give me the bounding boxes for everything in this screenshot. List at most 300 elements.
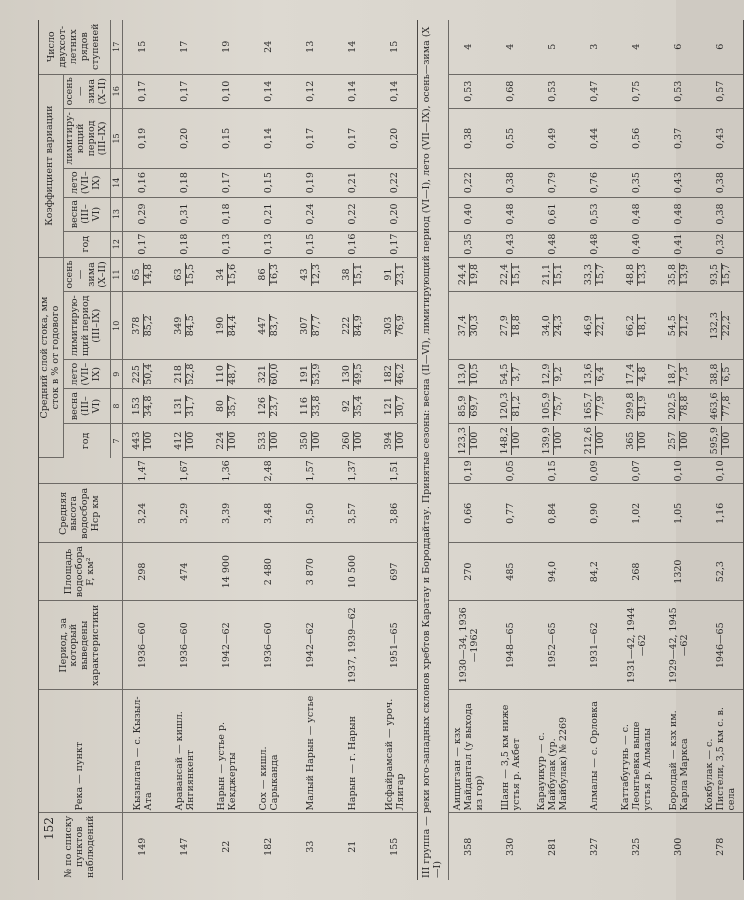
variation-coefficient: 0,16 bbox=[333, 231, 375, 257]
fraction-value: 190 bbox=[216, 314, 228, 337]
fraction-value: 18,7 bbox=[667, 363, 679, 385]
fraction bbox=[342, 314, 365, 337]
fraction-cell bbox=[617, 424, 659, 458]
fraction-percent: 81,2 bbox=[511, 395, 523, 417]
fraction-cell bbox=[659, 257, 701, 292]
river-name: Аравансай — кишл. Янгиянкент bbox=[165, 690, 207, 813]
fraction bbox=[342, 395, 365, 418]
variation-coefficient: 0,48 bbox=[533, 231, 575, 257]
fraction-percent: 18,1 bbox=[637, 315, 649, 337]
river-name: Нарын — г. Нарын bbox=[333, 690, 375, 813]
fraction-percent: 48,7 bbox=[227, 363, 239, 385]
catchment-area: 1320 bbox=[659, 543, 701, 601]
column-number: 14 bbox=[110, 168, 122, 197]
table-row bbox=[448, 20, 491, 880]
header-area: Площадь водосбора F, км² bbox=[39, 543, 123, 601]
header-v-year: год bbox=[63, 231, 110, 257]
fraction-value: 132,3 bbox=[709, 312, 721, 340]
fraction-value: 17,4 bbox=[625, 363, 637, 385]
fraction-value: 443 bbox=[131, 431, 143, 450]
variation-coefficient: 0,22 bbox=[333, 197, 375, 231]
variation-coefficient: 0,48 bbox=[659, 197, 701, 231]
table-row bbox=[617, 20, 659, 880]
fraction-cell bbox=[291, 292, 333, 360]
variation-coefficient: 0,40 bbox=[617, 231, 659, 257]
variation-coefficient: 0,17 bbox=[207, 168, 249, 197]
river-name: Исфайрамсай — уроч. Ляигар bbox=[375, 690, 418, 813]
fraction-percent: 100 bbox=[595, 431, 607, 450]
fraction bbox=[710, 426, 733, 455]
variation-coefficient: 0,53 bbox=[448, 74, 491, 109]
fraction-value: 110 bbox=[216, 363, 228, 386]
fraction bbox=[500, 263, 523, 286]
fraction bbox=[384, 314, 407, 337]
fraction-percent: 50,4 bbox=[143, 363, 155, 385]
fraction-percent: 60,0 bbox=[269, 363, 281, 385]
runoff-table bbox=[38, 20, 744, 880]
mean-height: 3,48 bbox=[249, 484, 291, 543]
variation-coefficient: 0,53 bbox=[533, 74, 575, 109]
fraction-value: 463,6 bbox=[709, 392, 721, 420]
fraction-cell bbox=[491, 257, 533, 292]
fraction-cell bbox=[533, 257, 575, 292]
fraction bbox=[300, 263, 323, 286]
fraction-value: 121 bbox=[384, 395, 396, 418]
fraction bbox=[174, 395, 197, 418]
fraction-percent: 10,5 bbox=[469, 363, 481, 385]
mean-height: 0,66 bbox=[448, 484, 491, 543]
catchment-area: 270 bbox=[448, 543, 491, 601]
river-name: Аищигзан — кзх Майдантал (у выхода из гор) bbox=[448, 690, 491, 813]
table-row bbox=[659, 20, 701, 880]
fraction-percent: 23,1 bbox=[395, 263, 407, 286]
fraction-value: 123,3 bbox=[457, 427, 469, 455]
river-name: Шаян — 3,5 км ниже устья р. Акбет bbox=[491, 690, 533, 813]
mean-height: 3,50 bbox=[291, 484, 333, 543]
mean-height: 1,16 bbox=[701, 484, 744, 543]
fraction-percent: 53,9 bbox=[311, 363, 323, 385]
river-name: Кызылата — с. Кызыл-Ата bbox=[122, 690, 165, 813]
fraction-percent: 15,1 bbox=[353, 263, 365, 286]
station-number: 281 bbox=[547, 837, 559, 856]
station-number: 182 bbox=[263, 837, 275, 856]
fraction-cell bbox=[333, 424, 375, 458]
fraction-cell bbox=[701, 292, 744, 360]
fraction-percent: 100 bbox=[469, 431, 481, 450]
fraction-value: 86 bbox=[258, 263, 270, 286]
column-6-value: 0,09 bbox=[575, 458, 617, 484]
fraction bbox=[710, 263, 733, 286]
group-heading: III группа — реки юго-западных склонов хребтов Каратау и Бороддайтау. Принятые сезоны: весна (II—VI), лимитирующий период (VI—I), лето (VII—IX), осень—зима (X—I) bbox=[417, 20, 448, 880]
fraction-percent: 15,7 bbox=[721, 263, 733, 286]
fraction-cell bbox=[533, 424, 575, 458]
fraction-cell bbox=[659, 360, 701, 389]
fraction bbox=[458, 426, 481, 455]
fraction-value: 153 bbox=[132, 395, 144, 418]
fraction bbox=[384, 395, 407, 418]
fraction-value: 13,0 bbox=[457, 363, 469, 385]
fraction bbox=[668, 263, 691, 286]
fraction-value: 350 bbox=[299, 431, 311, 450]
fraction-percent: 13,3 bbox=[637, 263, 649, 286]
fraction-percent: 100 bbox=[721, 431, 733, 450]
fraction-value: 12,9 bbox=[541, 363, 553, 385]
period: 1951—65 bbox=[375, 601, 418, 690]
fraction-cell bbox=[333, 360, 375, 389]
fraction-percent: 78,8 bbox=[679, 395, 691, 417]
mean-height: 3,39 bbox=[207, 484, 249, 543]
variation-coefficient: 0,37 bbox=[659, 109, 701, 169]
table-row bbox=[207, 20, 249, 880]
fraction-percent: 13,9 bbox=[679, 263, 691, 286]
fraction bbox=[668, 431, 691, 451]
station-number: 358 bbox=[463, 837, 475, 856]
variation-coefficient: 0,14 bbox=[333, 74, 375, 109]
variation-coefficient: 0,61 bbox=[533, 197, 575, 231]
fraction-percent: 100 bbox=[637, 431, 649, 450]
header-river: Река — пункт bbox=[39, 690, 123, 813]
fraction-value: 37,4 bbox=[457, 315, 469, 337]
fraction-value: 54,5 bbox=[667, 315, 679, 337]
fraction-percent: 31,7 bbox=[185, 395, 197, 417]
catchment-area: 84,2 bbox=[575, 543, 617, 601]
variation-coefficient: 0,75 bbox=[617, 74, 659, 109]
fraction-percent: 100 bbox=[353, 431, 365, 450]
fraction-value: 307 bbox=[300, 314, 312, 337]
fraction-percent: 100 bbox=[185, 431, 197, 450]
column-6-value: 0,10 bbox=[701, 458, 744, 484]
variation-coefficient: 0,20 bbox=[375, 197, 418, 231]
catchment-area: 474 bbox=[165, 543, 207, 601]
variation-coefficient: 0,14 bbox=[375, 74, 418, 109]
fraction bbox=[300, 395, 323, 418]
fraction-percent: 4,8 bbox=[637, 366, 649, 382]
table-row bbox=[375, 20, 418, 880]
period: 1936—60 bbox=[122, 601, 165, 690]
header-col6 bbox=[39, 458, 123, 484]
variation-coefficient: 0,21 bbox=[249, 197, 291, 231]
fraction-percent: 46,2 bbox=[395, 363, 407, 385]
fraction-percent: 52,8 bbox=[185, 363, 197, 385]
period: 1948—65 bbox=[491, 601, 533, 690]
variation-coefficient: 0,20 bbox=[165, 109, 207, 169]
column-number: 10 bbox=[110, 292, 122, 360]
variation-coefficient: 0,10 bbox=[207, 74, 249, 109]
catchment-area: 485 bbox=[491, 543, 533, 601]
fraction-cell bbox=[491, 292, 533, 360]
header-v-spring: весна (III–VI) bbox=[63, 197, 110, 231]
years-count: 4 bbox=[448, 20, 491, 74]
fraction bbox=[626, 392, 649, 421]
fraction-value: 131 bbox=[174, 395, 186, 418]
header-v-summer: лето (VII–IX) bbox=[63, 168, 110, 197]
column-number: 15 bbox=[110, 109, 122, 169]
table-body bbox=[122, 20, 743, 880]
fraction bbox=[542, 392, 565, 421]
fraction bbox=[584, 363, 607, 386]
fraction-cell bbox=[575, 257, 617, 292]
header-flow-group bbox=[39, 257, 64, 458]
fraction-cell bbox=[533, 389, 575, 424]
years-count: 5 bbox=[533, 20, 575, 74]
fraction-value: 66,2 bbox=[625, 315, 637, 337]
fraction-percent: 84,4 bbox=[227, 315, 239, 337]
fraction-cell bbox=[575, 424, 617, 458]
fraction-cell bbox=[122, 257, 165, 292]
years-count: 24 bbox=[249, 20, 291, 74]
fraction-value: 202,5 bbox=[667, 392, 679, 420]
table-row bbox=[122, 20, 165, 880]
fraction-percent: 100 bbox=[143, 431, 155, 450]
variation-coefficient: 0,22 bbox=[448, 168, 491, 197]
variation-coefficient: 0,43 bbox=[491, 231, 533, 257]
fraction-cell bbox=[165, 360, 207, 389]
fraction bbox=[132, 363, 155, 386]
column-6-value: 1,57 bbox=[291, 458, 333, 484]
period: 1936—60 bbox=[249, 601, 291, 690]
variation-coefficient: 0,17 bbox=[333, 109, 375, 169]
fraction-percent: 33,8 bbox=[311, 395, 323, 417]
fraction-percent: 9,2 bbox=[553, 366, 565, 382]
fraction bbox=[132, 263, 155, 286]
header-v-limiting: лимитиру-ющий период (III–IX) bbox=[63, 109, 110, 169]
catchment-area: 14 900 bbox=[207, 543, 249, 601]
column-6-value: 0,19 bbox=[448, 458, 491, 484]
fraction-cell bbox=[617, 360, 659, 389]
fraction bbox=[626, 431, 649, 451]
fraction-cell bbox=[448, 257, 491, 292]
page-number: 152 bbox=[42, 817, 56, 840]
fraction-cell bbox=[491, 389, 533, 424]
mean-height: 0,90 bbox=[575, 484, 617, 543]
river-name: Малый Нарын — устье bbox=[291, 690, 333, 813]
fraction-cell bbox=[249, 389, 291, 424]
fraction-value: 105,9 bbox=[541, 392, 553, 420]
variation-coefficient: 0,38 bbox=[701, 197, 744, 231]
fraction-percent: 15,6 bbox=[227, 263, 239, 286]
fraction-value: 365 bbox=[625, 431, 637, 450]
mean-height: 3,24 bbox=[122, 484, 165, 543]
column-number: 17 bbox=[110, 20, 122, 74]
table-row bbox=[249, 20, 291, 880]
years-count: 13 bbox=[291, 20, 333, 74]
fraction-percent: 87,7 bbox=[311, 315, 323, 337]
fraction-percent: 77,8 bbox=[721, 395, 733, 417]
fraction-value: 27,9 bbox=[499, 315, 511, 337]
variation-coefficient: 0,13 bbox=[249, 231, 291, 257]
catchment-area: 3 870 bbox=[291, 543, 333, 601]
variation-coefficient: 0,35 bbox=[617, 168, 659, 197]
fraction-cell bbox=[291, 257, 333, 292]
table-row bbox=[491, 20, 533, 880]
fraction bbox=[342, 263, 365, 286]
station-number: 327 bbox=[589, 837, 601, 856]
fraction-cell bbox=[659, 424, 701, 458]
header-years-count: Число двухсот-летних рядов ступеней bbox=[39, 20, 111, 74]
fraction-cell bbox=[491, 424, 533, 458]
fraction-percent: 15,7 bbox=[595, 263, 607, 286]
catchment-area: 10 500 bbox=[333, 543, 375, 601]
fraction-value: 595,9 bbox=[709, 427, 721, 455]
fraction-cell bbox=[375, 292, 418, 360]
period: 1930—34, 1936—1962 bbox=[448, 601, 491, 690]
catchment-area: 268 bbox=[617, 543, 659, 601]
fraction bbox=[258, 431, 281, 451]
period: 1952—65 bbox=[533, 601, 575, 690]
fraction bbox=[626, 314, 649, 337]
fraction-value: 533 bbox=[257, 431, 269, 450]
column-number: 13 bbox=[110, 197, 122, 231]
fraction-cell bbox=[207, 424, 249, 458]
fraction bbox=[300, 431, 323, 451]
header-year: год bbox=[63, 424, 110, 458]
years-count: 3 bbox=[575, 20, 617, 74]
fraction-percent: 24,3 bbox=[553, 315, 565, 337]
fraction-value: 33,3 bbox=[583, 263, 595, 286]
fraction-percent: 7,3 bbox=[679, 366, 691, 382]
fraction bbox=[174, 263, 197, 286]
variation-coefficient: 0,41 bbox=[659, 231, 701, 257]
fraction-value: 85,9 bbox=[457, 395, 469, 417]
fraction bbox=[710, 363, 733, 386]
variation-coefficient: 0,17 bbox=[291, 109, 333, 169]
fraction-value: 191 bbox=[300, 363, 312, 386]
fraction bbox=[668, 314, 691, 337]
variation-coefficient: 0,17 bbox=[122, 74, 165, 109]
header-summer: лето (VII–IX) bbox=[63, 360, 110, 389]
header-limiting: лимитирую-щий период (III–IX) bbox=[63, 292, 110, 360]
station-number: 33 bbox=[305, 840, 317, 853]
variation-coefficient: 0,43 bbox=[701, 109, 744, 169]
fraction-percent: 35,4 bbox=[353, 395, 365, 417]
variation-coefficient: 0,14 bbox=[249, 109, 291, 169]
fraction-value: 412 bbox=[173, 431, 185, 450]
fraction bbox=[710, 392, 733, 421]
fraction-value: 91 bbox=[384, 263, 396, 286]
column-6-value: 1,37 bbox=[333, 458, 375, 484]
fraction bbox=[584, 263, 607, 286]
variation-coefficient: 0,18 bbox=[165, 231, 207, 257]
fraction-cell bbox=[249, 360, 291, 389]
fraction bbox=[258, 263, 281, 286]
fraction-cell bbox=[701, 389, 744, 424]
fraction-cell bbox=[701, 257, 744, 292]
station-number: 330 bbox=[505, 837, 517, 856]
table-row bbox=[701, 20, 744, 880]
fraction-percent: 22,2 bbox=[721, 315, 733, 337]
fraction-cell bbox=[333, 292, 375, 360]
fraction-percent: 84,5 bbox=[185, 315, 197, 337]
fraction-percent: 15,1 bbox=[553, 263, 565, 286]
fraction-cell bbox=[333, 389, 375, 424]
variation-coefficient: 0,35 bbox=[448, 231, 491, 257]
variation-coefficient: 0,19 bbox=[291, 168, 333, 197]
fraction bbox=[500, 392, 523, 421]
years-count: 4 bbox=[617, 20, 659, 74]
variation-coefficient: 0,53 bbox=[659, 74, 701, 109]
fraction-cell bbox=[533, 360, 575, 389]
variation-coefficient: 0,13 bbox=[207, 231, 249, 257]
fraction-percent: 16,3 bbox=[269, 263, 281, 286]
fraction-cell bbox=[291, 424, 333, 458]
fraction-cell bbox=[375, 360, 418, 389]
fraction bbox=[342, 431, 365, 451]
column-6-value: 0,07 bbox=[617, 458, 659, 484]
fraction-value: 225 bbox=[132, 363, 144, 386]
variation-coefficient: 0,47 bbox=[575, 74, 617, 109]
fraction bbox=[710, 311, 733, 340]
period: 1937, 1939—62 bbox=[333, 601, 375, 690]
river-name: Сох — кишл. Сарыканда bbox=[249, 690, 291, 813]
variation-coefficient: 0,17 bbox=[375, 231, 418, 257]
fraction-cell bbox=[165, 424, 207, 458]
fraction bbox=[584, 392, 607, 421]
fraction bbox=[626, 363, 649, 386]
column-6-value: 1,51 bbox=[375, 458, 418, 484]
fraction-percent: 100 bbox=[227, 431, 239, 450]
fraction bbox=[216, 363, 239, 386]
mean-height: 3,57 bbox=[333, 484, 375, 543]
fraction-percent: 6,4 bbox=[595, 366, 607, 382]
catchment-area: 2 480 bbox=[249, 543, 291, 601]
fraction-value: 22,4 bbox=[499, 263, 511, 286]
fraction-cell bbox=[207, 360, 249, 389]
fraction-percent: 100 bbox=[553, 431, 565, 450]
rotated-table-wrapper bbox=[38, 20, 738, 880]
fraction-percent: 15,5 bbox=[185, 263, 197, 286]
years-count: 19 bbox=[207, 20, 249, 74]
fraction-value: 222 bbox=[342, 314, 354, 337]
fraction-cell bbox=[617, 389, 659, 424]
fraction bbox=[174, 314, 197, 337]
table-row bbox=[533, 20, 575, 880]
fraction bbox=[384, 263, 407, 286]
fraction bbox=[584, 314, 607, 337]
fraction-percent: 49,5 bbox=[353, 363, 365, 385]
mean-height: 3,29 bbox=[165, 484, 207, 543]
variation-coefficient: 0,48 bbox=[617, 197, 659, 231]
period: 1936—60 bbox=[165, 601, 207, 690]
table-row bbox=[333, 20, 375, 880]
variation-coefficient: 0,15 bbox=[249, 168, 291, 197]
fraction-value: 34,0 bbox=[541, 315, 553, 337]
fraction-percent: 23,7 bbox=[269, 395, 281, 417]
period: 1931—62 bbox=[575, 601, 617, 690]
variation-coefficient: 0,49 bbox=[533, 109, 575, 169]
station-number: 22 bbox=[221, 840, 233, 853]
fraction-value: 46,9 bbox=[583, 315, 595, 337]
table-row bbox=[165, 20, 207, 880]
fraction-value: 303 bbox=[384, 314, 396, 337]
fraction-cell bbox=[291, 389, 333, 424]
fraction-value: 54,5 bbox=[499, 363, 511, 385]
fraction-cell bbox=[659, 292, 701, 360]
header-period: Период, за который выведены характеристики bbox=[39, 601, 123, 690]
header-spring: весна (III–VI) bbox=[63, 389, 110, 424]
years-count: 6 bbox=[701, 20, 744, 74]
column-number: 16 bbox=[110, 74, 122, 109]
catchment-area: 52,3 bbox=[701, 543, 744, 601]
fraction-cell bbox=[122, 292, 165, 360]
variation-coefficient: 0,31 bbox=[165, 197, 207, 231]
header-list-number: № по списку пунктов наблюдений bbox=[39, 813, 123, 880]
column-6-value: 0,05 bbox=[491, 458, 533, 484]
fraction-value: 257 bbox=[667, 431, 679, 450]
fraction-cell bbox=[165, 257, 207, 292]
fraction bbox=[668, 392, 691, 421]
fraction-cell bbox=[448, 292, 491, 360]
fraction bbox=[542, 263, 565, 286]
